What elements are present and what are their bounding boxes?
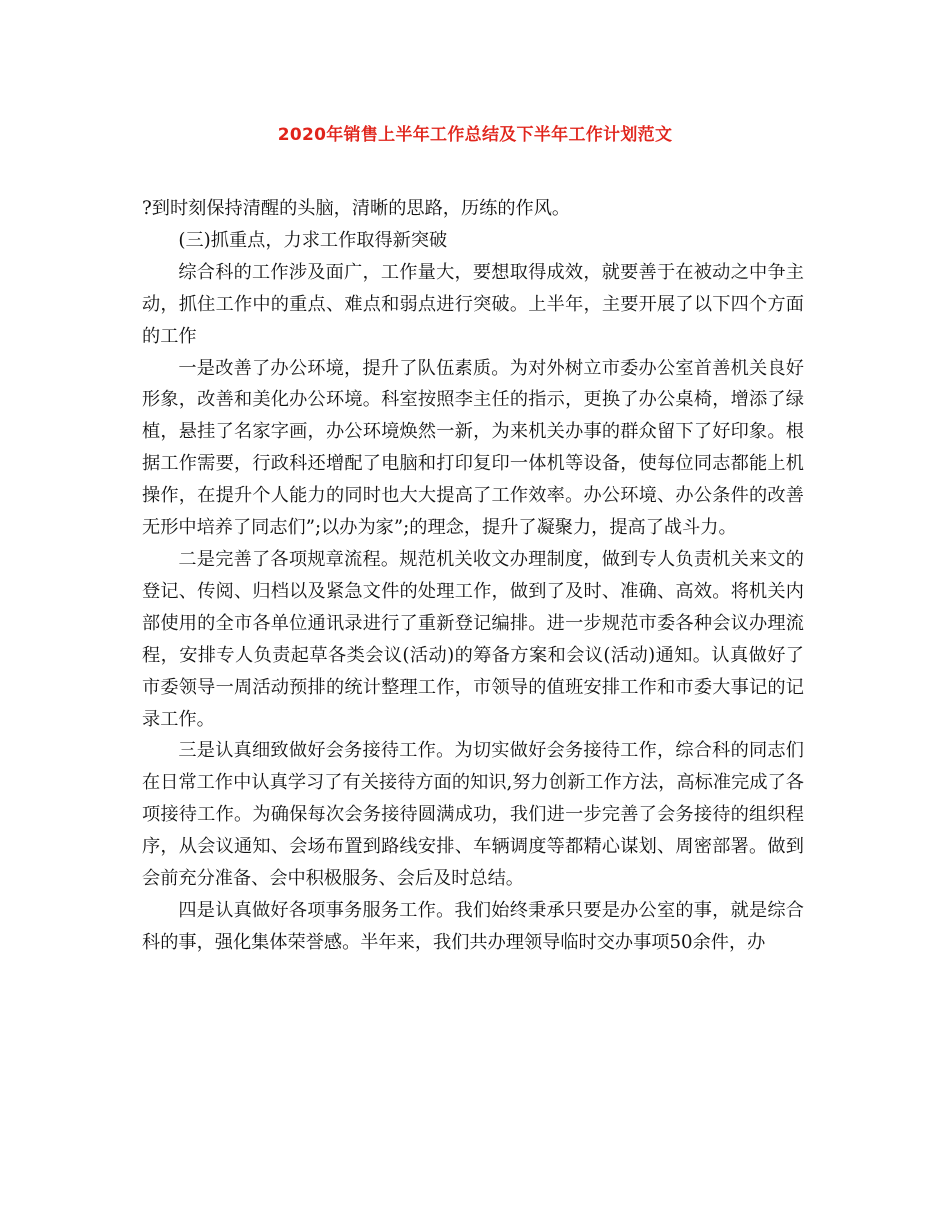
paragraph-continuation: ?到时刻保持清醒的头脑，清晰的思路，历练的作风。 [142, 198, 571, 219]
paragraph-affairs-service: 四是认真做好各项事务服务工作。我们始终秉承只要是办公室的事，就是综合科的事，强化集体荣誉感。半年来，我们共办理领导临时交办事项50余件，办 [142, 899, 804, 953]
paragraph-intro: 综合科的工作涉及面广，工作量大，要想取得成效，就要善于在被动之中争主动，抓住工作中的重点、难点和弱点进行突破。上半年，主要开展了以下四个方面的工作 [142, 261, 804, 347]
document-body [142, 193, 804, 959]
paragraph-rules-process: 二是完善了各项规章流程。规范机关收文办理制度，做到专人负责机关来文的登记、传阅、归档以及紧急文件的处理工作，做到了及时、准确、高效。将机关内部使用的全市各单位通讯录进行了重新登记编排。进一步规范市委各种会议办理流程，安排专人负责起草各类会议(活动)的筹备方案和会议(活动)通知。认真做好了市委领导一周活动预排的统计整理工作，市领导的值班安排工作和市委大事记的记录工作。 [142, 548, 804, 730]
section-heading: (三)抓重点，力求工作取得新突破 [178, 229, 448, 251]
document-title: 2020年销售上半年工作总结及下半年工作计划范文 [277, 125, 673, 145]
paragraph-office-environment: 一是改善了办公环境，提升了队伍素质。为对外树立市委办公室首善机关良好形象，改善和美化办公环境。科室按照李主任的指示，更换了办公桌椅，增添了绿植，悬挂了名家字画，办公环境焕然一新，为来机关办事的群众留下了好印象。根据工作需要，行政科还增配了电脑和打印复印一体机等设备，使每位同志都能上机操作，在提升个人能力的同时也大大提高了工作效率。办公环境、办公条件的改善无形中培养了同志们”;以办为家”;的理念，提升了凝聚力，提高了战斗力。 [142, 357, 804, 539]
paragraph-reception-work: 三是认真细致做好会务接待工作。为切实做好会务接待工作，综合科的同志们在日常工作中认真学习了有关接待方面的知识,努力创新工作方法，高标准完成了各项接待工作。为确保每次会务接待圆满成功，我们进一步完善了会务接待的组织程序，从会议通知、会场布置到路线安排、车辆调度等都精心谋划、周密部署。做到会前充分准备、会中积极服务、会后及时总结。 [142, 740, 804, 890]
